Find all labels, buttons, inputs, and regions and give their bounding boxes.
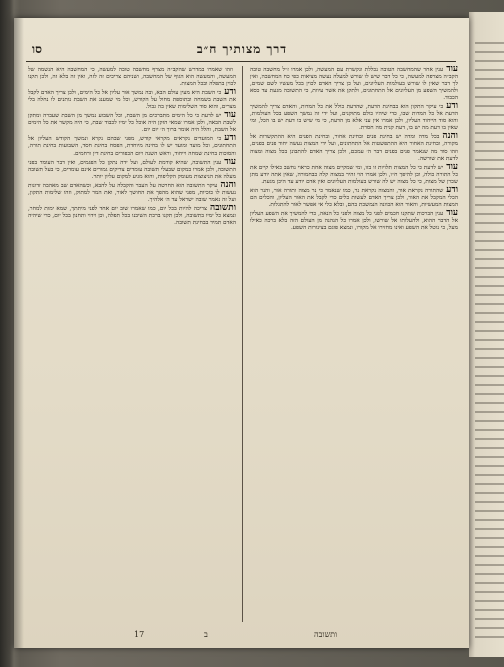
paragraph-text: כי השבת היא מעין עולם הבא, ובה נמשך אור עליון אל כל הימים, ולכן צריך האדם לקבל את השבת בשמחה ובתוספת מחול על הקודש, וכל מי שמענג את השבת נותנים לו נחלה בלי מצרים, והוא סוד השלימות שאין בה גבול. (28, 90, 236, 111)
paragraph (250, 207, 458, 232)
running-title: דרך מצותיך ח״ב (196, 42, 288, 56)
paragraph-lead-word: ותשובה (210, 202, 236, 213)
paragraph (250, 161, 458, 186)
paragraph-text: וזהו שאמרו במדרש שהקב״ה מצרף מחשבה טובה למעשה, כי המחשבה היא הנשמה של המעשה, והמעשה הוא הגוף של המחשבה, ושניהם צריכים זה לזה, ואין זה בלא זה, ולכן תקנו לכוין בתפלה ובכל המצות. (28, 67, 236, 88)
book-page (14, 18, 469, 648)
paragraph-lead-word: והנה (220, 179, 236, 190)
paragraph-text: עיקר התשובה הוא החרטה על העבר והקבלה על להבא, וכשהאדם שב מאהבה זדונות נעשות לו כזכיות, מפני שהוא מהפך את החושך לאור, ואת המר למתוק, וזהו שלימות התקון, ועל זה נאמר שובה ישראל עד ה׳ אלהיך. (28, 182, 236, 203)
paragraph (28, 89, 236, 111)
paragraph-lead-word: ודע (224, 133, 236, 144)
paragraph (250, 133, 458, 162)
paragraph-text: צריכה להיות בכל יום, כמו שאמרו שוב יום אחד לפני מיתתך, שמא ימות למחר, ונמצא כל ימיו בתשובה, ולכן תקנו ברכת השיבנו בכל תפלה, וכן וידוי ותחנון בכל יום, כדי שיהיה האדם תמיד בבחינת תשובה. (28, 205, 236, 226)
paragraph (28, 202, 236, 227)
paragraph (28, 135, 236, 157)
header-rule (26, 61, 456, 62)
paragraph (250, 184, 458, 209)
paragraph-text: כי עיקר התקון הוא בבחינת הדעת, שהדעת כולל את כל המדות, והאדם צריך להמשיך הדעת אל כל המדות שבו, כדי שיהיו כולם מתוקנים, ועל ידי זה נמשך השפע בכל העולמות, והוא סוד הייחוד העליון, ולכן אמרו אין עני אלא מן הדעת, כי מי שיש בו דעת יש בו הכל, ומי שאין בו דעת מה יש בו, דעת קנית מה חסרת. (250, 104, 458, 132)
paragraph-text: שהתורה נקראת אור, והמצוה נקראת נר, כמו שנאמר כי נר מצוה ותורה אור, והנר הוא הכלי המקבל את האור, ולכן צריך האדם לעשות כלים כדי לקבל את האור העליון, והכלים הם המצות המעשיות, והאור הוא הכוונה הנמשכת בהם, ובלא כלי אי אפשר לאור להתגלות. (250, 187, 458, 208)
paragraph-text: יש לדעת כי כל הימים מתברכים מן השבת, וכל השבוע נמשך מן השבת שעברה ומתקן לשבת הבאה, ולכן אמרו שמאי הזקן היה אוכל כל ימיו לכבוד שבת, כי היה מקשר את כל הימים אל השבת, והלל היה אומר ברוך ה׳ יום יום. (28, 113, 236, 134)
paragraph-lead-word: והנה (442, 131, 458, 142)
folio-number: סו (32, 42, 42, 56)
paragraph-lead-word: עוד (446, 161, 458, 172)
paragraph-text: ענין אחר שהמחשבה הטובה נכללת ונקשרת עם המעשה, ולכן אמרו ז״ל מחשבה טובה הקב״ה מצרפה למעשה, כי כל דבר שיש לו שורש למעלה נעשה מציאות כפי כח המחשבה, ואין לך דבר שאין לו שורש בעולמות העליונים, ועל כן צריך האדם לכוין בכל מעשיו לשם שמים, ולהמשיך השפע מן העליונים אל התחתונים, ולתקן את אשר עיוות, כי התשובה מגעת עד כסא הכבוד. (250, 67, 458, 102)
paragraph-text: כי המועדים נקראים מקראי קודש, מפני שבהם נקרא ונמשך הקודש העליון אל התחתונים, וכל מועד ומועד יש לו בחינה מיוחדת, הפסח בחינת חסד, השבועות בחינת תורה, והסוכות בחינת שמחה וייחוד, וראש השנה ויום הכפורים בחינת דין ורחמים. (28, 136, 236, 157)
footer-mark: ב (204, 630, 208, 639)
paragraph-text: ענין הברכות שתקנו חכמים לפני כל מצוה ולפני כל הנאה, כדי להמשיך את השפע העליון אל הדבר ההוא, ולהעלותו אל שורשו, ולכן אמרו כל הנהנה מן העולם הזה בלא ברכה כאילו מעל, כי נוטל את השפע ואינו מחזירו אל מקורו, ונמצא פוגם בצינורות השפע. (250, 210, 458, 231)
paragraph (28, 66, 236, 88)
paragraph-lead-word: עוד (224, 156, 236, 167)
text-column-right (250, 66, 458, 626)
catchword: ותשובה (314, 630, 338, 639)
paragraph (28, 156, 236, 181)
facing-page-text-lines (475, 42, 504, 642)
paragraph (250, 103, 458, 132)
page-gutter-shadow (14, 18, 24, 648)
paragraph (28, 112, 236, 134)
paragraph-text: יש לדעת כי כל המצות תלויות זו בזו, ומי שמקיים מצוה אחת כראוי נחשב כאילו קיים את כל התורה כולה, וכן להיפך ח״ו, ולכן אמרו הוי זהיר במצוה קלה כבחמורה, שאין אתה יודע מתן שכרן של מצות, כי כל מצוה יש לה שורש בעולמות העליונים ואין אדם יודע עד היכן מגעת. (250, 164, 458, 185)
page-footer (14, 630, 469, 644)
paragraph-lead-word: עוד (446, 207, 458, 218)
paragraph-text: ענין התשובה, שהיא קודמת לעולם, ועל ידה נתקן כל הפגמים, ואין דבר העומד בפני התשובה, ולכן אמרו במקום שבעלי תשובה עומדים צדיקים גמורים אינם עומדים, כי בעל תשובה מעלה את הניצוצות מעומק הקליפות, והוא מגיע למקום עליון יותר. (28, 159, 236, 180)
paragraph-lead-word: ודע (446, 184, 458, 195)
text-column-left (28, 66, 236, 626)
paragraph-lead-word: ודע (446, 101, 458, 112)
column-divider (242, 66, 243, 622)
paragraph-lead-word: עוד (446, 66, 458, 74)
paragraph-lead-word: עוד (224, 110, 236, 121)
paragraph-lead-word: ודע (224, 87, 236, 98)
running-head (14, 42, 469, 62)
paragraph (28, 179, 236, 204)
paragraph-text: בכל מדה ומדה יש בחינת פנים ובחינת אחור, ובחינת הפנים היא ההתקשרות אל מקורה, ובחינת האחור היא ההתפשטות אל התחתונים, ועל ידי המצות נעשה יחוד פנים בפנים, וזהו סוד מה שנאמר פנים בפנים דבר ה׳ עמכם, ולכן צריך האדם להתבונן בכל מצוה ומצוה לדעת את שורשה. (250, 134, 458, 162)
paragraph (250, 66, 458, 102)
signature-mark: 17 (134, 630, 145, 639)
facing-page-edge (469, 12, 504, 657)
